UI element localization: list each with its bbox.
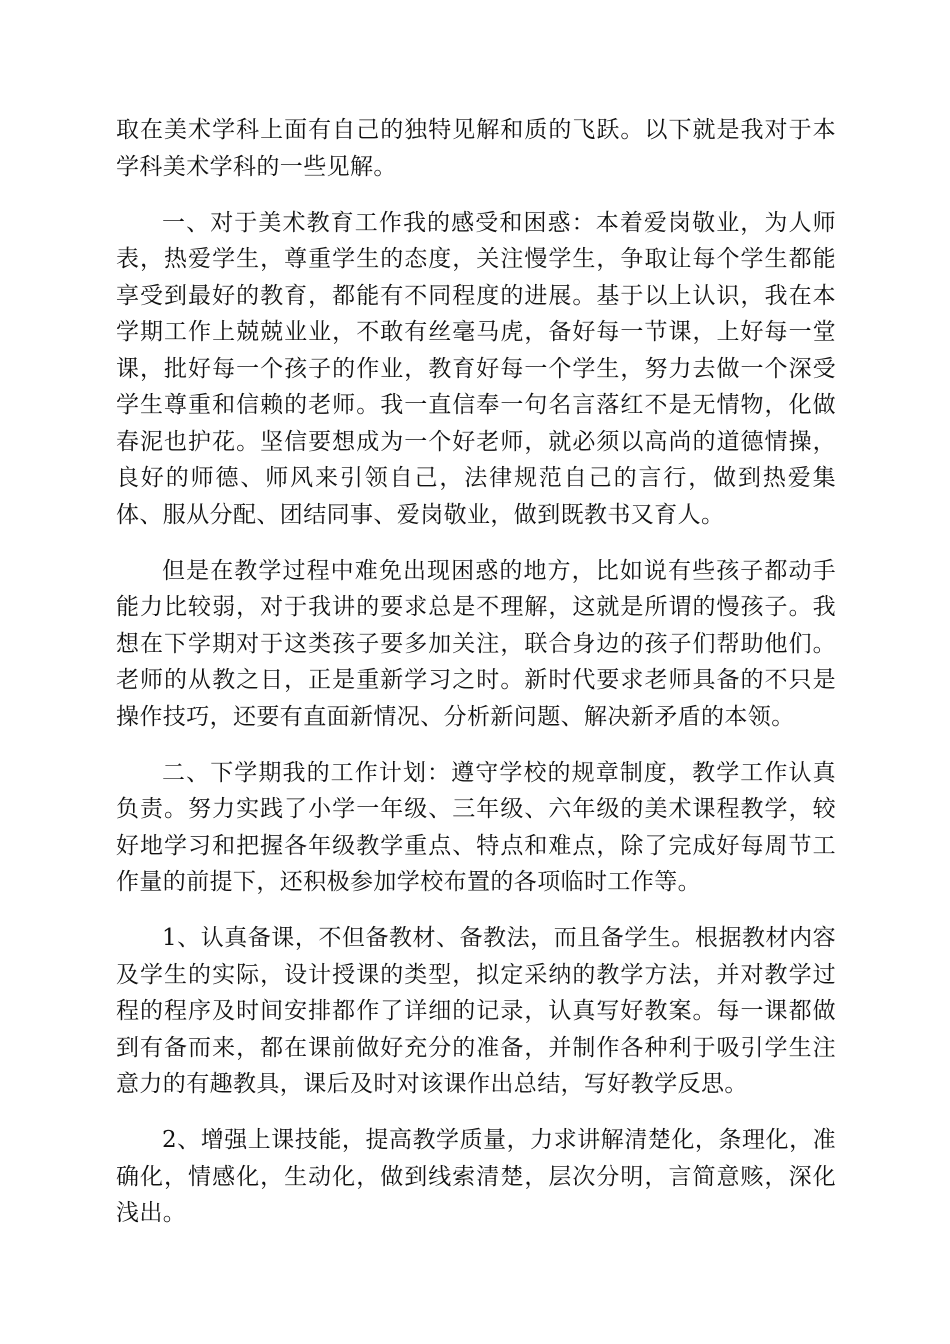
paragraph-work-plan: 二、下学期我的工作计划：遵守学校的规章制度，教学工作认真负责。努力实践了小学一年级、三年级、六年级的美术课程教学，较好地学习和把握各年级教学重点、特点和难点，除了完成好每周节工作量的前提下，还积极参加学校布置的各项临时工作等。	[116, 759, 836, 895]
paragraph-continuation: 取在美术学科上面有自己的独特见解和质的飞跃。以下就是我对于本学科美术学科的一些见解。	[116, 117, 836, 180]
paragraph-teaching-skills: 2、增强上课技能，提高教学质量，力求讲解清楚化，条理化，准确化，情感化，生动化，做到线索清楚，层次分明，言简意赅，深化浅出。	[116, 1127, 836, 1226]
paragraph-lesson-preparation: 1、认真备课，不但备教材、备教法，而且备学生。根据教材内容及学生的实际，设计授课的类型，拟定采纳的教学方法，并对教学过程的程序及时间安排都作了详细的记录，认真写好教案。每一课都做到有备而来，都在课前做好充分的准备，并制作各种利于吸引学生注意力的有趣教具，课后及时对该课作出总结，写好教学反思。	[116, 925, 836, 1097]
paragraph-feelings-and-confusions: 一、对于美术教育工作我的感受和困惑：本着爱岗敬业，为人师表，热爱学生，尊重学生的态度，关注慢学生，争取让每个学生都能享受到最好的教育，都能有不同程度的进展。基于以上认识，我在本学期工作上兢兢业业，不敢有丝毫马虎，备好每一节课，上好每一堂课，批好每一个孩子的作业，教育好每一个学生，努力去做一个深受学生尊重和信赖的老师。我一直信奉一句名言落红不是无情物，化做春泥也护花。坚信要想成为一个好老师，就必须以高尚的道德情操，良好的师德、师风来引领自己，法律规范自己的言行，做到热爱集体、服从分配、团结同事、爱岗敬业，做到既教书又育人。	[116, 209, 836, 528]
paragraph-teaching-difficulties: 但是在教学过程中难免出现困惑的地方，比如说有些孩子都动手能力比较弱，对于我讲的要求总是不理解，这就是所谓的慢孩子。我想在下学期对于这类孩子要多加关注，联合身边的孩子们帮助他们。老师的从教之日，正是重新学习之时。新时代要求老师具备的不只是操作技巧，还要有直面新情况、分析新问题、解决新矛盾的本领。	[116, 557, 836, 730]
document-body	[116, 112, 836, 1251]
